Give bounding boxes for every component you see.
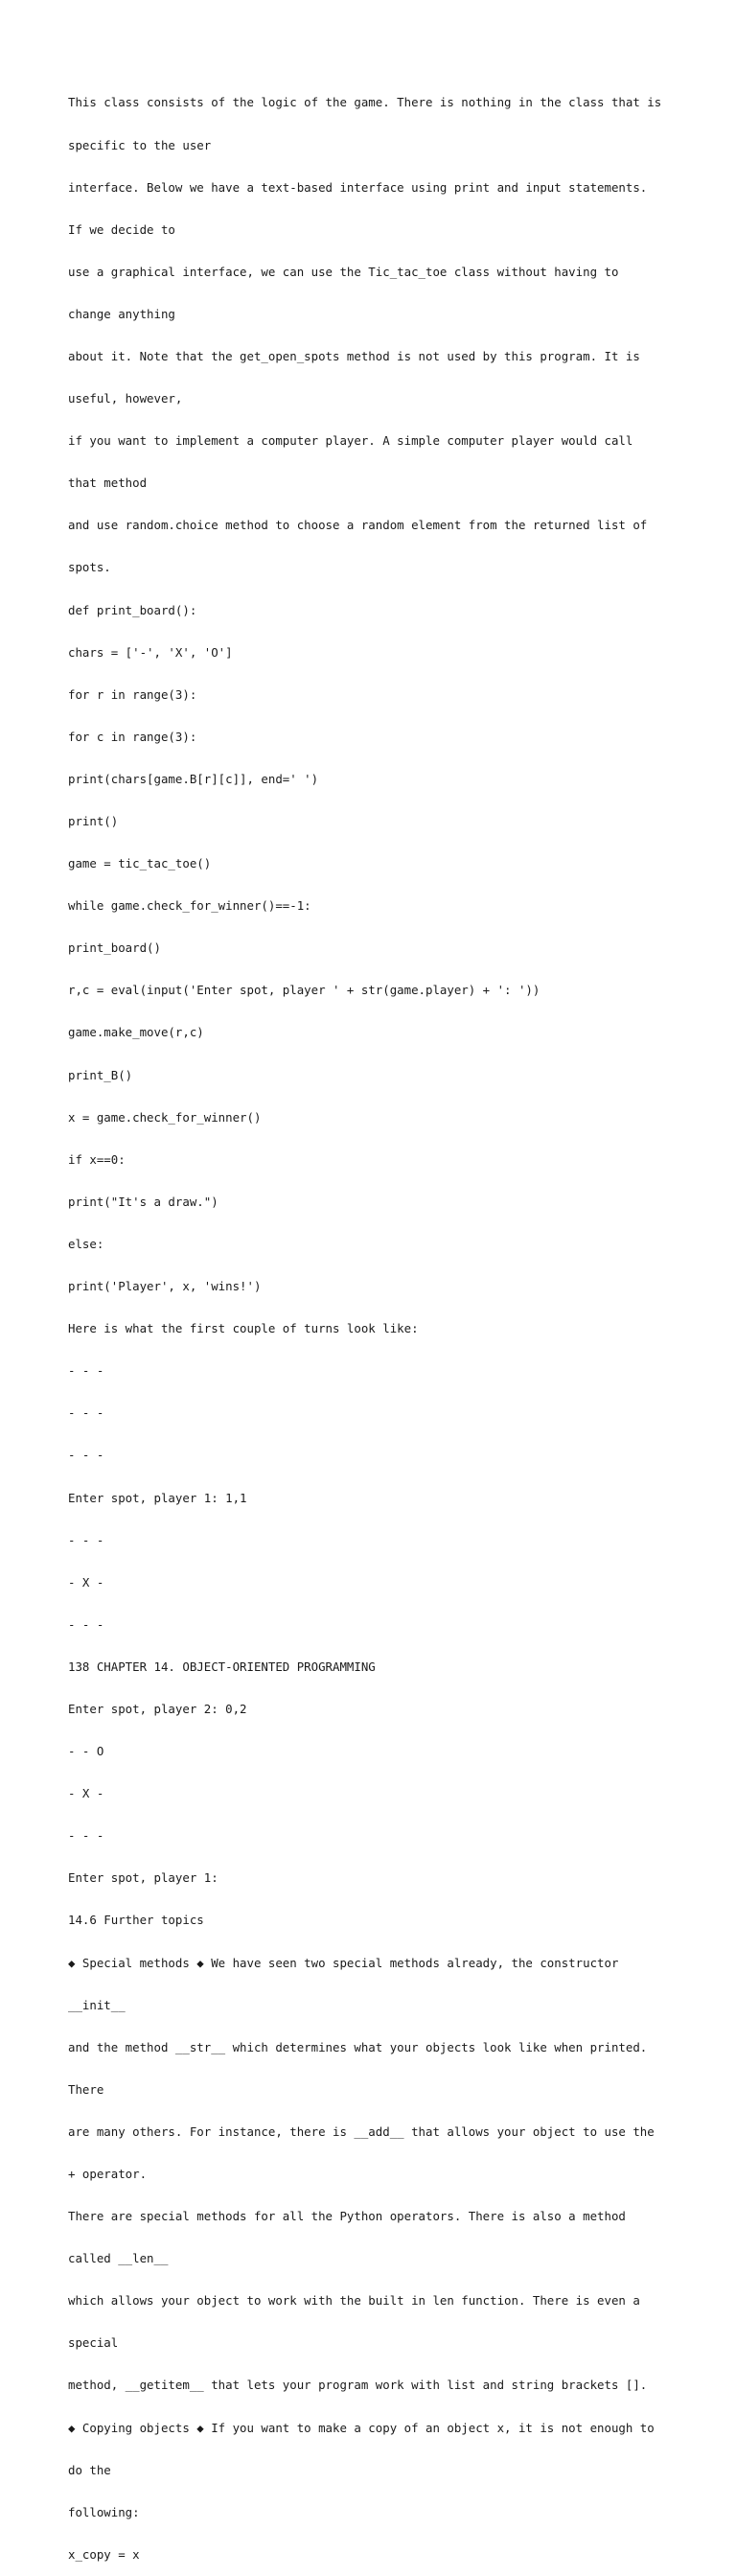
code-line: print_board() <box>68 940 161 956</box>
code-line: print("It's a draw.") <box>68 1194 218 1209</box>
code-line: print() <box>68 814 119 828</box>
code-line: for c in range(3): <box>68 729 197 744</box>
text-line: if you want to implement a computer player. A simple computer player would call <box>68 433 633 449</box>
code-line: x_copy = x <box>68 2546 140 2562</box>
code-line: else: <box>68 1236 104 1251</box>
code-line: print(chars[game.B[r][c]], end=' ') <box>68 771 319 786</box>
text-line: interface. Below we have a text-based interface using print and input statements. <box>68 179 648 195</box>
text-line: method, __getitem__ that lets your program work with list and string brackets []. <box>68 2378 648 2393</box>
board-row: - X - <box>68 1574 104 1590</box>
code-line: game = tic_tac_toe() <box>68 856 212 871</box>
text-line: + operator. <box>68 2167 148 2181</box>
prompt-line: Enter spot, player 2: 0,2 <box>68 1701 247 1716</box>
code-line: if x==0: <box>68 1151 126 1167</box>
code-line: for r in range(3): <box>68 686 197 702</box>
code-line: print_B() <box>68 1067 133 1082</box>
text-line: are many others. For instance, there is __add__ that allows your object to use the <box>68 2123 655 2139</box>
text-line: special <box>68 2335 119 2351</box>
text-line: This class consists of the logic of the game. There is nothing in the class that is <box>68 95 662 110</box>
text-line: If we decide to <box>68 221 175 237</box>
prompt-line: Enter spot, player 1: 1,1 <box>68 1490 247 1505</box>
text-line: spots. <box>68 560 111 575</box>
code-line: def print_board(): <box>68 602 197 617</box>
page-header: 138 CHAPTER 14. OBJECT-ORIENTED PROGRAMMING <box>68 1659 376 1674</box>
text-line: following: <box>68 2504 140 2519</box>
text-line: that method <box>68 476 148 491</box>
code-line: print('Player', x, 'wins!') <box>68 1279 262 1294</box>
board-row: - X - <box>68 1786 104 1801</box>
text-line: useful, however, <box>68 391 183 406</box>
board-row: - - - <box>68 1363 104 1379</box>
text-line: ◆ Copying objects ◆ If you want to make a copy of an object x, it is not enough to <box>68 2420 655 2435</box>
text-line: do the <box>68 2462 111 2477</box>
document-page <box>68 68 681 2576</box>
board-row: - - - <box>68 1828 104 1844</box>
section-heading: 14.6 Further topics <box>68 1913 204 1928</box>
board-row: - - - <box>68 1532 104 1547</box>
code-line: while game.check_for_winner()==-1: <box>68 898 311 914</box>
text-line: about it. Note that the get_open_spots method is not used by this program. It is <box>68 348 640 363</box>
board-row: - - O <box>68 1744 104 1759</box>
code-line: x = game.check_for_winner() <box>68 1109 262 1125</box>
text-line: and the method __str__ which determines what your objects look like when printed. <box>68 2039 648 2054</box>
text-line: change anything <box>68 306 175 321</box>
code-line: r,c = eval(input('Enter spot, player ' + str(game.player) + ': ')) <box>68 983 540 998</box>
board-row: - - - <box>68 1405 104 1421</box>
code-line: chars = ['-', 'X', 'O'] <box>68 644 233 660</box>
text-line: There are special methods for all the Python operators. There is also a method <box>68 2209 626 2224</box>
text-line: which allows your object to work with the built in len function. There is even a <box>68 2293 640 2309</box>
prompt-line: Enter spot, player 1: <box>68 1870 218 1886</box>
text-line: and use random.choice method to choose a random element from the returned list of <box>68 518 648 533</box>
text-line: There <box>68 2081 104 2097</box>
text-line: called __len__ <box>68 2251 169 2266</box>
text-line: Here is what the first couple of turns look like: <box>68 1321 419 1336</box>
text-line: __init__ <box>68 1997 126 2012</box>
board-row: - - - <box>68 1616 104 1632</box>
text-line: use a graphical interface, we can use the Tic_tac_toe class without having to <box>68 264 619 279</box>
text-line: specific to the user <box>68 137 212 152</box>
board-row: - - - <box>68 1448 104 1463</box>
code-line: game.make_move(r,c) <box>68 1025 204 1040</box>
text-line: ◆ Special methods ◆ We have seen two special methods already, the constructor <box>68 1955 619 1970</box>
